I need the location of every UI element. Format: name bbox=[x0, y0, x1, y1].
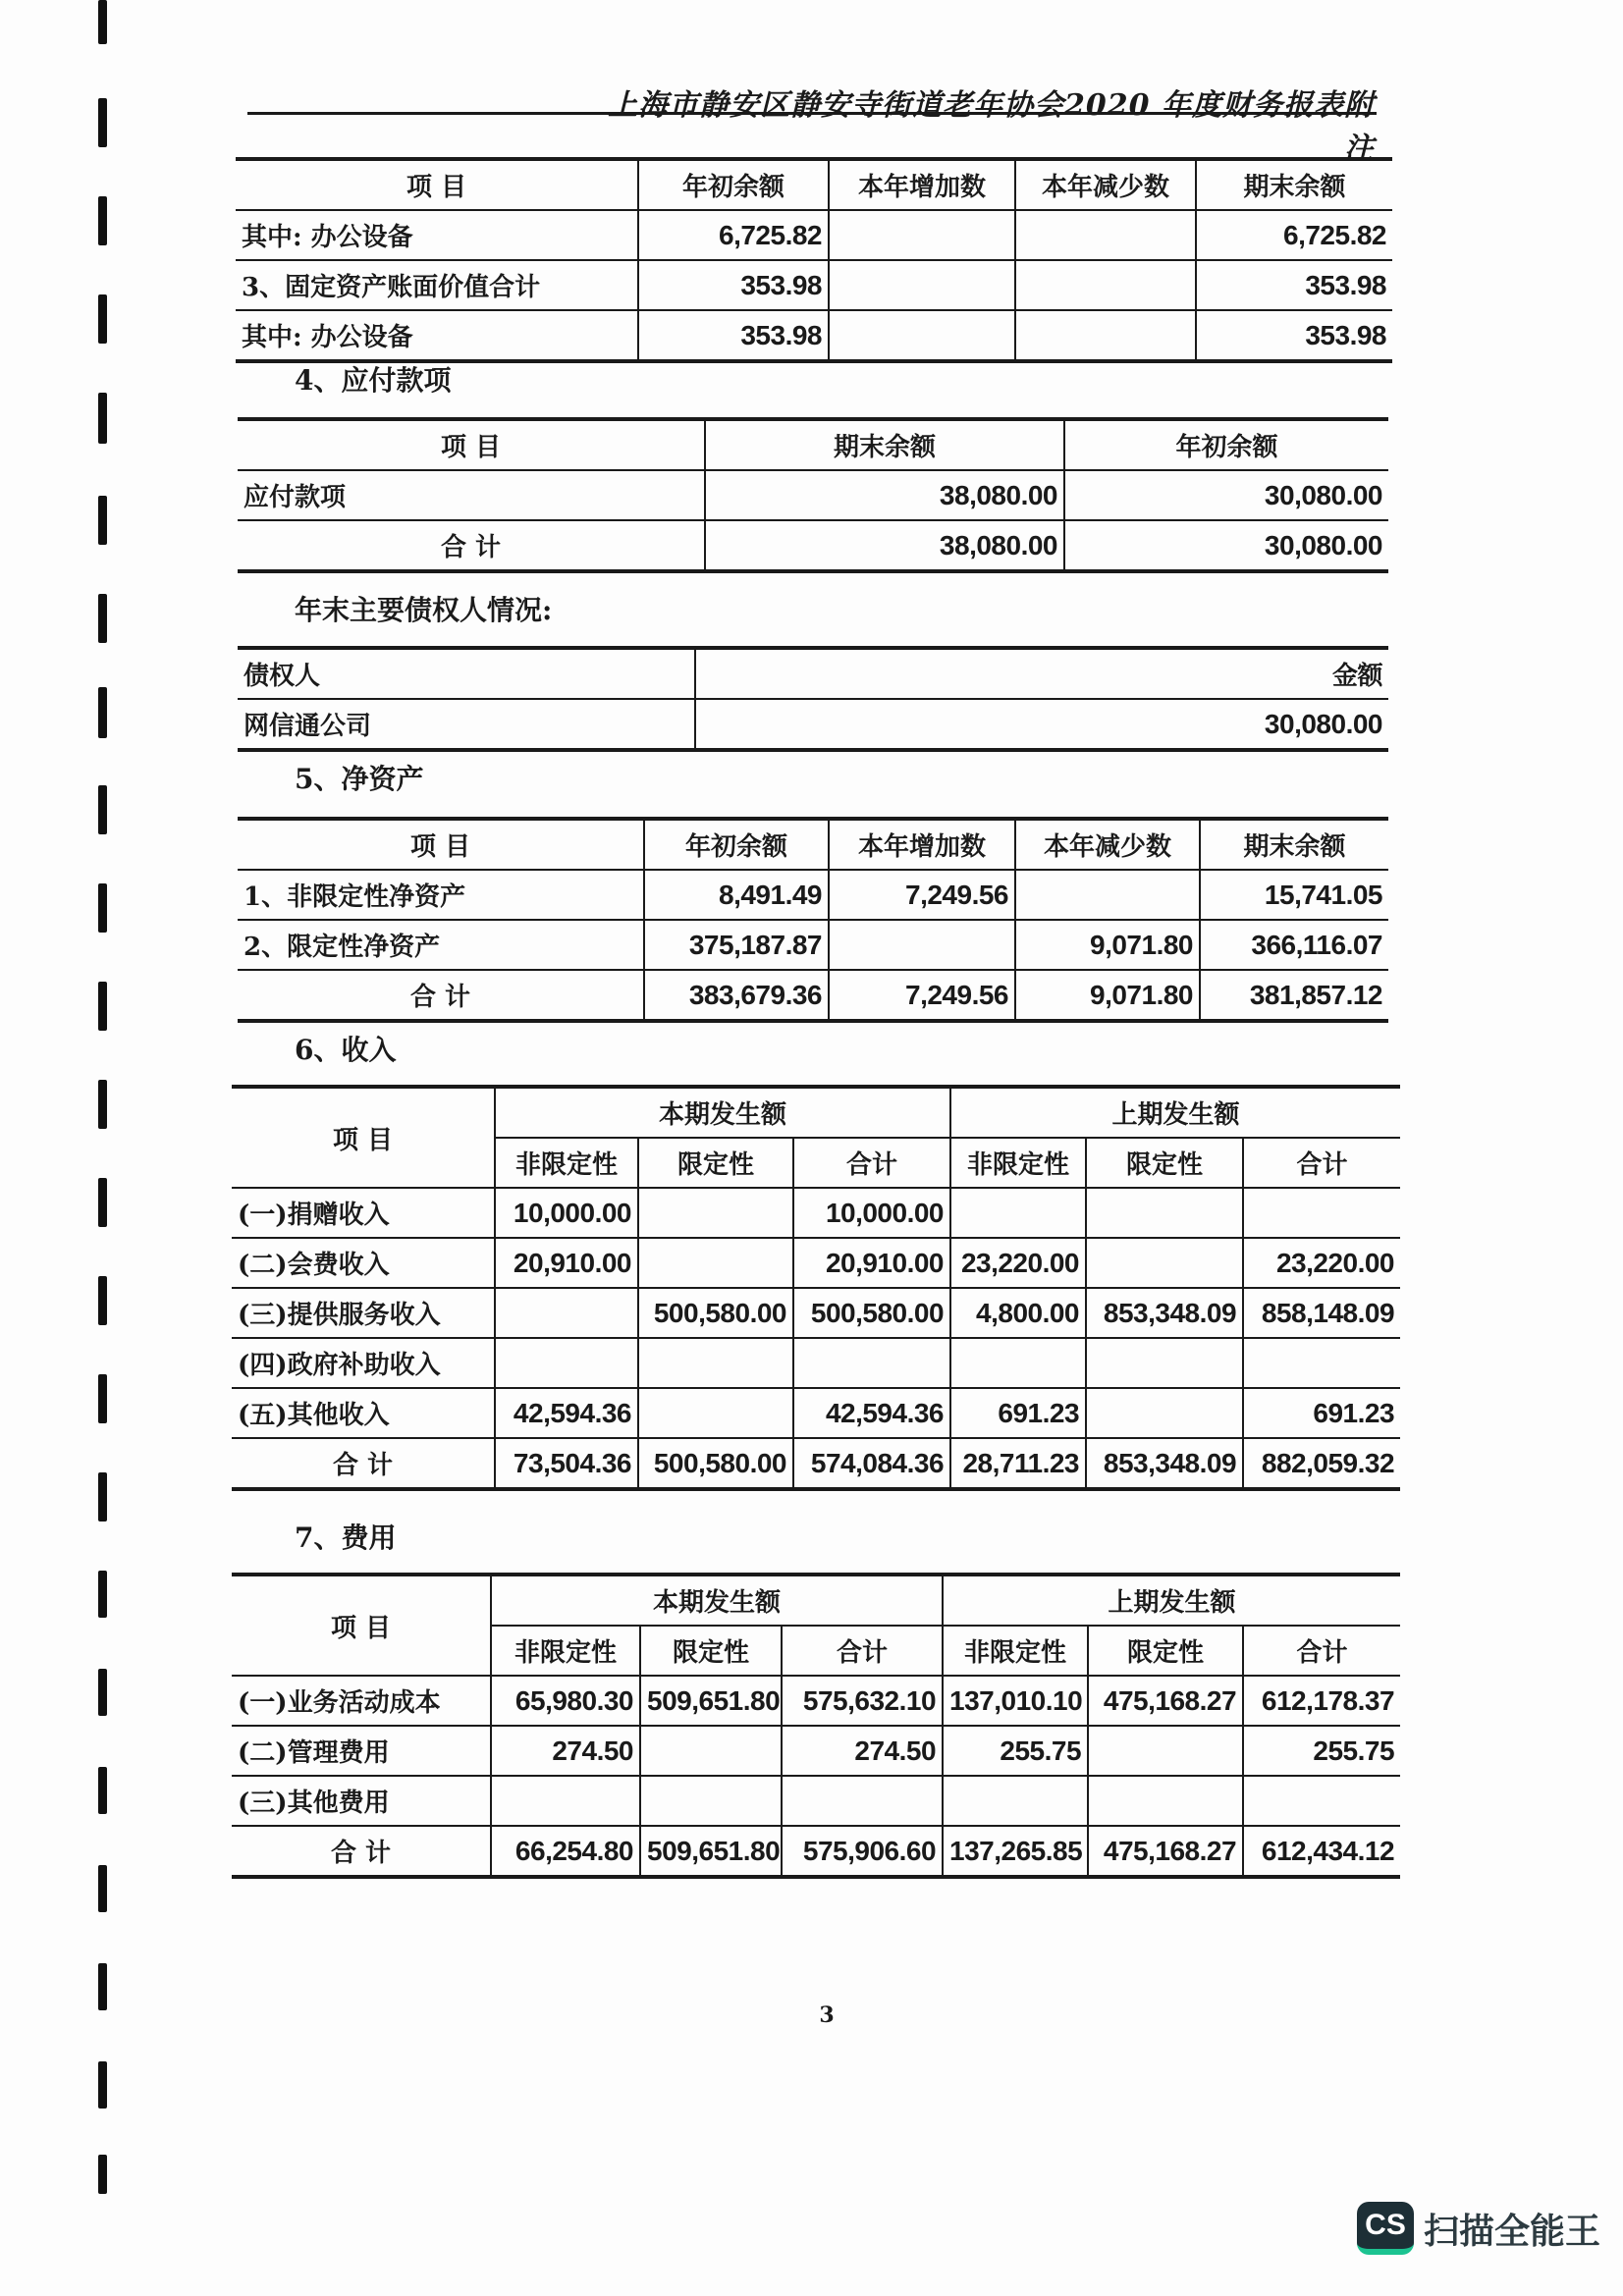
row-label: 合 计 bbox=[238, 520, 705, 571]
cell-value: 274.50 bbox=[491, 1726, 640, 1776]
table-row bbox=[238, 970, 1388, 1021]
column-header: 本年增加数 bbox=[829, 819, 1015, 870]
cell-value: 509,651.80 bbox=[640, 1676, 782, 1726]
column-header: 限定性 bbox=[638, 1138, 793, 1188]
table-row bbox=[238, 870, 1388, 920]
table-header-row bbox=[238, 419, 1388, 470]
cell-value bbox=[495, 1288, 638, 1338]
column-header: 非限定性 bbox=[491, 1626, 640, 1676]
row-label: (三)提供服务收入 bbox=[232, 1288, 495, 1338]
cell-value: 858,148.09 bbox=[1243, 1288, 1400, 1338]
cell-value: 500,580.00 bbox=[793, 1288, 950, 1338]
row-label: 3、固定资产账面价值合计 bbox=[236, 260, 638, 310]
cell-value: 7,249.56 bbox=[829, 970, 1015, 1021]
cell-value: 10,000.00 bbox=[793, 1188, 950, 1238]
cell-value: 612,434.12 bbox=[1243, 1826, 1400, 1877]
section-title-net-assets: 5、净资产 bbox=[295, 763, 424, 795]
column-header: 金额 bbox=[695, 648, 1388, 699]
cell-value bbox=[1243, 1188, 1400, 1238]
cell-value: 8,491.49 bbox=[644, 870, 829, 920]
row-label: (一)业务活动成本 bbox=[232, 1676, 491, 1726]
cell-value bbox=[640, 1726, 782, 1776]
table-row bbox=[232, 1726, 1400, 1776]
cell-value: 9,071.80 bbox=[1015, 920, 1200, 970]
cell-value bbox=[495, 1338, 638, 1388]
column-header: 非限定性 bbox=[495, 1138, 638, 1188]
cell-value: 575,906.60 bbox=[782, 1826, 943, 1877]
column-header: 债权人 bbox=[238, 648, 695, 699]
row-label: 网信通公司 bbox=[238, 699, 695, 750]
cell-value: 65,980.30 bbox=[491, 1676, 640, 1726]
cell-value: 574,084.36 bbox=[793, 1438, 950, 1489]
cell-value: 30,080.00 bbox=[695, 699, 1388, 750]
cell-value: 366,116.07 bbox=[1200, 920, 1388, 970]
column-header: 合计 bbox=[793, 1138, 950, 1188]
cell-value: 20,910.00 bbox=[495, 1238, 638, 1288]
column-header: 本年减少数 bbox=[1015, 819, 1200, 870]
table-group-header-row bbox=[232, 1575, 1400, 1626]
cell-value: 66,254.80 bbox=[491, 1826, 640, 1877]
cell-value bbox=[943, 1776, 1088, 1826]
cell-value bbox=[1015, 310, 1196, 361]
cell-value: 353.98 bbox=[638, 260, 829, 310]
watermark-text: 扫描全能王 bbox=[1424, 2211, 1601, 2252]
cell-value: 375,187.87 bbox=[644, 920, 829, 970]
column-group-header: 上期发生额 bbox=[950, 1087, 1400, 1138]
cell-value: 137,265.85 bbox=[943, 1826, 1088, 1877]
cell-value: 255.75 bbox=[1243, 1726, 1400, 1776]
table-row bbox=[238, 520, 1388, 571]
row-label: (二)管理费用 bbox=[232, 1726, 491, 1776]
cell-value: 15,741.05 bbox=[1200, 870, 1388, 920]
table-row bbox=[232, 1288, 1400, 1338]
page-number: 3 bbox=[819, 2002, 835, 2028]
column-group-header: 本期发生额 bbox=[495, 1087, 950, 1138]
cell-value bbox=[829, 310, 1015, 361]
cell-value: 28,711.23 bbox=[950, 1438, 1086, 1489]
net-assets-table bbox=[238, 817, 1388, 1023]
cell-value: 7,249.56 bbox=[829, 870, 1015, 920]
cell-value: 475,168.27 bbox=[1088, 1826, 1243, 1877]
table-row bbox=[238, 699, 1388, 750]
cell-value: 23,220.00 bbox=[950, 1238, 1086, 1288]
column-header: 期末余额 bbox=[1200, 819, 1388, 870]
table-group-header-row bbox=[232, 1087, 1400, 1138]
column-header: 年初余额 bbox=[638, 159, 829, 210]
cell-value: 38,080.00 bbox=[705, 470, 1064, 520]
cell-value bbox=[829, 210, 1015, 260]
table-row bbox=[232, 1188, 1400, 1238]
cell-value bbox=[950, 1338, 1086, 1388]
cell-value: 353.98 bbox=[638, 310, 829, 361]
cell-value: 383,679.36 bbox=[644, 970, 829, 1021]
section-title-expenses: 7、费用 bbox=[295, 1522, 397, 1554]
cell-value bbox=[1086, 1188, 1243, 1238]
row-label: 其中: 办公设备 bbox=[236, 210, 638, 260]
cell-value: 23,220.00 bbox=[1243, 1238, 1400, 1288]
cell-value: 882,059.32 bbox=[1243, 1438, 1400, 1489]
section-title-income: 6、收入 bbox=[295, 1034, 397, 1066]
column-header: 项 目 bbox=[232, 1575, 491, 1676]
column-header: 期末余额 bbox=[1196, 159, 1392, 210]
expenses-table bbox=[232, 1573, 1400, 1879]
payables-table bbox=[238, 417, 1388, 573]
table-row bbox=[236, 210, 1392, 260]
header-rule bbox=[247, 112, 1377, 115]
cell-value: 381,857.12 bbox=[1200, 970, 1388, 1021]
column-header: 本年减少数 bbox=[1015, 159, 1196, 210]
cell-value: 4,800.00 bbox=[950, 1288, 1086, 1338]
column-header: 年初余额 bbox=[644, 819, 829, 870]
income-table bbox=[232, 1085, 1400, 1491]
column-header: 限定性 bbox=[640, 1626, 782, 1676]
cell-value bbox=[1015, 260, 1196, 310]
table-row bbox=[232, 1676, 1400, 1726]
cell-value: 9,071.80 bbox=[1015, 970, 1200, 1021]
cell-value: 274.50 bbox=[782, 1726, 943, 1776]
table-row bbox=[232, 1438, 1400, 1489]
column-header: 非限定性 bbox=[950, 1138, 1086, 1188]
row-label: 合 计 bbox=[232, 1826, 491, 1877]
table-row bbox=[232, 1776, 1400, 1826]
cell-value: 612,178.37 bbox=[1243, 1676, 1400, 1726]
row-label: (一)捐赠收入 bbox=[232, 1188, 495, 1238]
row-label: (四)政府补助收入 bbox=[232, 1338, 495, 1388]
cell-value: 20,910.00 bbox=[793, 1238, 950, 1288]
cell-value: 42,594.36 bbox=[495, 1388, 638, 1438]
column-header: 项 目 bbox=[238, 819, 644, 870]
column-header: 合计 bbox=[1243, 1626, 1400, 1676]
column-header: 项 目 bbox=[238, 419, 705, 470]
column-header: 年初余额 bbox=[1064, 419, 1388, 470]
row-label: 应付款项 bbox=[238, 470, 705, 520]
column-header: 合计 bbox=[1243, 1138, 1400, 1188]
camscanner-logo-icon: CS bbox=[1357, 2202, 1414, 2255]
cell-value bbox=[950, 1188, 1086, 1238]
cell-value: 42,594.36 bbox=[793, 1388, 950, 1438]
cell-value: 30,080.00 bbox=[1064, 520, 1388, 571]
table-row bbox=[236, 310, 1392, 361]
column-group-header: 本期发生额 bbox=[491, 1575, 943, 1626]
table-row bbox=[232, 1338, 1400, 1388]
column-header: 期末余额 bbox=[705, 419, 1064, 470]
cell-value: 137,010.10 bbox=[943, 1676, 1088, 1726]
cell-value: 509,651.80 bbox=[640, 1826, 782, 1877]
cell-value bbox=[640, 1776, 782, 1826]
creditors-table bbox=[238, 646, 1388, 752]
cell-value bbox=[1015, 870, 1200, 920]
table-header-row bbox=[236, 159, 1392, 210]
cell-value: 38,080.00 bbox=[705, 520, 1064, 571]
row-label: 1、非限定性净资产 bbox=[238, 870, 644, 920]
cell-value bbox=[1088, 1776, 1243, 1826]
cell-value bbox=[1015, 210, 1196, 260]
cell-value bbox=[1086, 1238, 1243, 1288]
section-title-payables: 4、应付款项 bbox=[295, 364, 452, 397]
cell-value: 6,725.82 bbox=[1196, 210, 1392, 260]
cell-value: 853,348.09 bbox=[1086, 1288, 1243, 1338]
row-label: (三)其他费用 bbox=[232, 1776, 491, 1826]
table-header-row bbox=[238, 819, 1388, 870]
row-label: (二)会费收入 bbox=[232, 1238, 495, 1288]
cell-value bbox=[1088, 1726, 1243, 1776]
row-label: 合 计 bbox=[238, 970, 644, 1021]
cell-value bbox=[491, 1776, 640, 1826]
camscanner-watermark bbox=[1357, 2197, 1600, 2260]
column-header: 项 目 bbox=[236, 159, 638, 210]
fixed-assets-table bbox=[236, 157, 1392, 363]
row-label: 其中: 办公设备 bbox=[236, 310, 638, 361]
column-header: 限定性 bbox=[1088, 1626, 1243, 1676]
cell-value bbox=[638, 1238, 793, 1288]
cell-value bbox=[793, 1338, 950, 1388]
cell-value bbox=[638, 1188, 793, 1238]
row-label: (五)其他收入 bbox=[232, 1388, 495, 1438]
cell-value bbox=[829, 920, 1015, 970]
row-label: 合 计 bbox=[232, 1438, 495, 1489]
cell-value: 353.98 bbox=[1196, 260, 1392, 310]
cell-value: 73,504.36 bbox=[495, 1438, 638, 1489]
cell-value: 255.75 bbox=[943, 1726, 1088, 1776]
column-header: 本年增加数 bbox=[829, 159, 1015, 210]
table-header-row bbox=[238, 648, 1388, 699]
table-row bbox=[232, 1826, 1400, 1877]
cell-value: 691.23 bbox=[950, 1388, 1086, 1438]
creditors-title: 年末主要债权人情况: bbox=[295, 594, 553, 626]
column-header: 非限定性 bbox=[943, 1626, 1088, 1676]
table-row bbox=[232, 1388, 1400, 1438]
column-header: 项 目 bbox=[232, 1087, 495, 1188]
column-header: 限定性 bbox=[1086, 1138, 1243, 1188]
cell-value: 353.98 bbox=[1196, 310, 1392, 361]
cell-value: 853,348.09 bbox=[1086, 1438, 1243, 1489]
cell-value bbox=[829, 260, 1015, 310]
table-row bbox=[236, 260, 1392, 310]
cell-value bbox=[1086, 1388, 1243, 1438]
document-header-title: 上海市静安区静安寺街道老年协会2020 年度财务报表附注 bbox=[608, 88, 1375, 166]
cell-value bbox=[1243, 1776, 1400, 1826]
cell-value: 500,580.00 bbox=[638, 1438, 793, 1489]
table-row bbox=[232, 1238, 1400, 1288]
cell-value bbox=[638, 1388, 793, 1438]
cell-value bbox=[638, 1338, 793, 1388]
cell-value: 691.23 bbox=[1243, 1388, 1400, 1438]
cell-value: 475,168.27 bbox=[1088, 1676, 1243, 1726]
cell-value bbox=[782, 1776, 943, 1826]
column-group-header: 上期发生额 bbox=[943, 1575, 1400, 1626]
cell-value: 30,080.00 bbox=[1064, 470, 1388, 520]
cell-value: 500,580.00 bbox=[638, 1288, 793, 1338]
table-row bbox=[238, 920, 1388, 970]
cell-value: 575,632.10 bbox=[782, 1676, 943, 1726]
cell-value: 10,000.00 bbox=[495, 1188, 638, 1238]
column-header: 合计 bbox=[782, 1626, 943, 1676]
cell-value bbox=[1086, 1338, 1243, 1388]
cell-value bbox=[1243, 1338, 1400, 1388]
table-row bbox=[238, 470, 1388, 520]
binding-holes bbox=[98, 0, 112, 2296]
cell-value: 6,725.82 bbox=[638, 210, 829, 260]
row-label: 2、限定性净资产 bbox=[238, 920, 644, 970]
